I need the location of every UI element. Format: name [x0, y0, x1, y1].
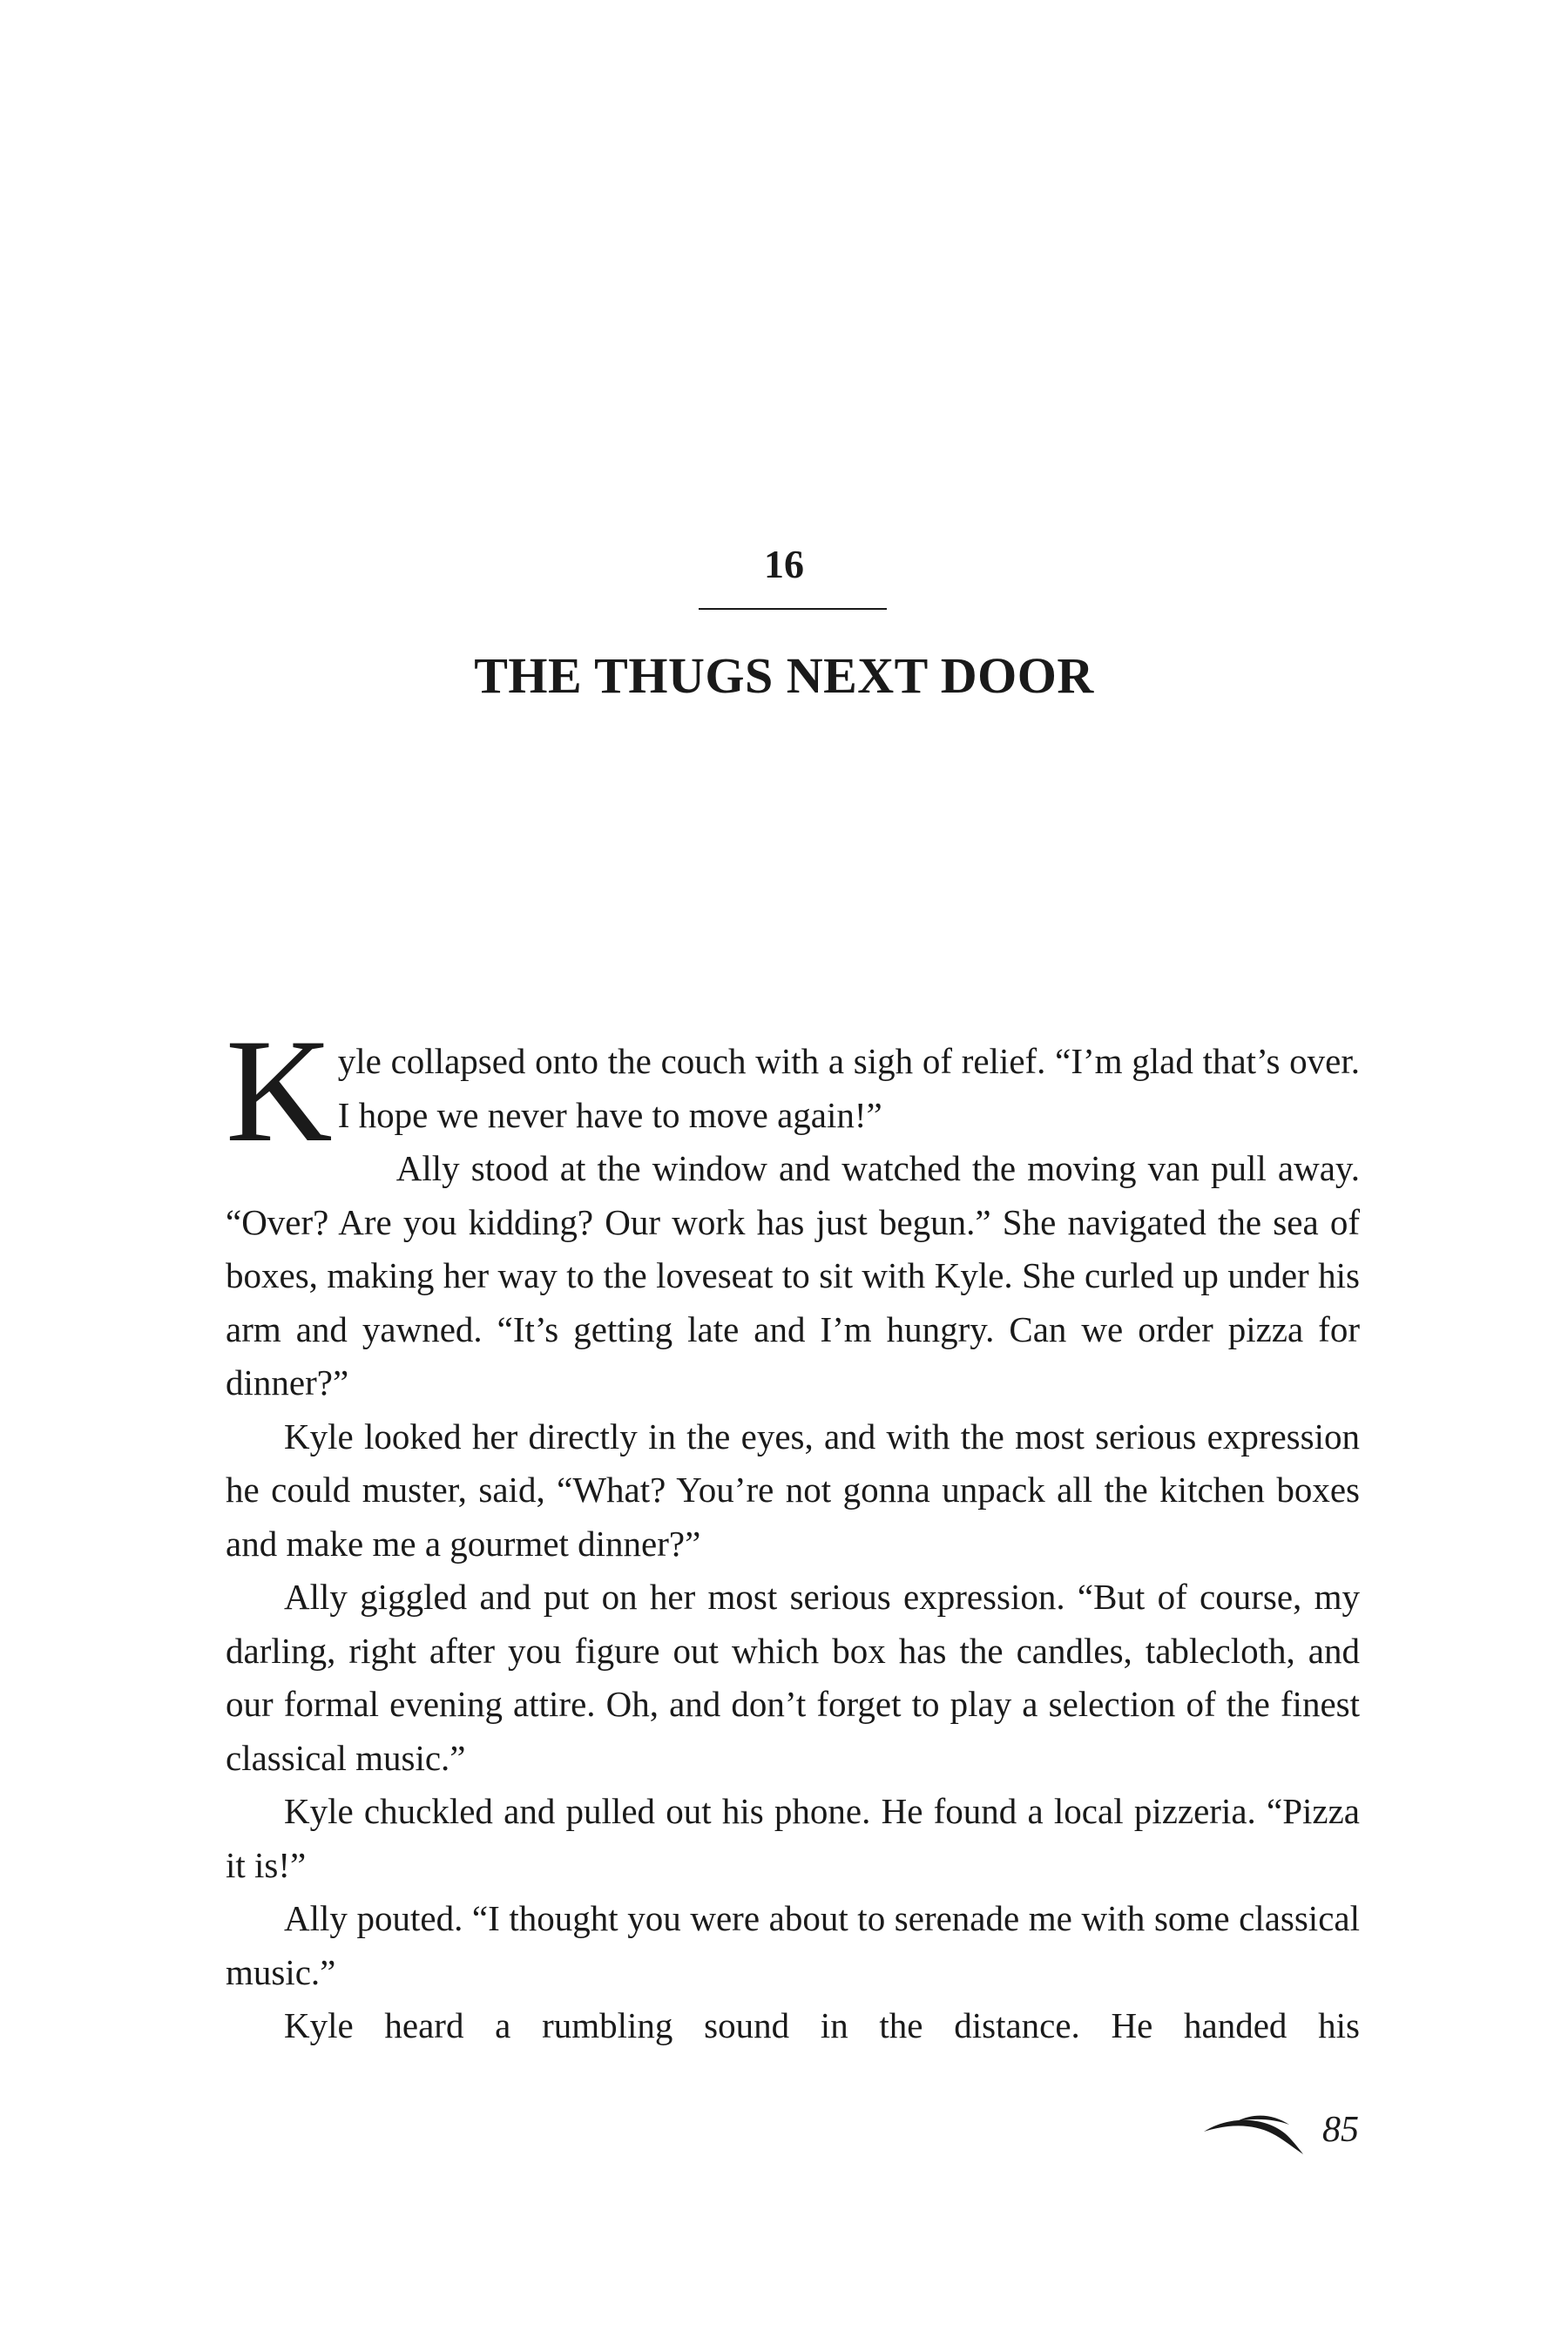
swoosh-ornament-icon: [1202, 2112, 1307, 2156]
chapter-title: THE THUGS NEXT DOOR: [474, 647, 1094, 704]
paragraph-text: yle collapsed onto the couch with a sigh of relief. “I’m glad that’s over. I hope we never have to move again!”: [337, 1041, 1360, 1135]
paragraph: Kyle chuckled and pulled out his phone. He found a local pizzeria. “Pizza it is!”: [226, 1791, 1360, 1885]
drop-cap: K: [226, 1009, 333, 1173]
chapter-number: 16: [764, 542, 804, 586]
chapter-body: [226, 1009, 1360, 2053]
paragraph: Kyle heard a rumbling sound in the distance. He handed his: [284, 2005, 1360, 2045]
paragraph: Kyle looked her directly in the eyes, and with the most serious expression he could muster, said, “What? You’re not gonna unpack all the kitchen boxes and make me a gourmet dinner?”: [226, 1416, 1360, 1564]
paragraph: Ally giggled and put on her most serious expression. “But of course, my darling, right after you figure out which box has the candles, tablecloth, and our formal evening attire. Oh, and don’t forget to play a selection of the finest classical music.”: [226, 1577, 1360, 1778]
paragraph: Ally stood at the window and watched the moving van pull away. “Over? Are you kidding? Our work has just begun.” She navigated the sea of boxes, making her way to the loveseat to sit with Kyle. She curled up under his arm and yawned. “It’s getting late and I’m hungry. Can we order pizza for dinner?”: [226, 1148, 1360, 1402]
page-number: 85: [1322, 2110, 1359, 2150]
paragraph: [226, 1009, 1360, 1173]
paragraph: Ally pouted. “I thought you were about to serenade me with some classical music.”: [226, 1898, 1360, 1992]
chapter-divider: [699, 608, 887, 610]
